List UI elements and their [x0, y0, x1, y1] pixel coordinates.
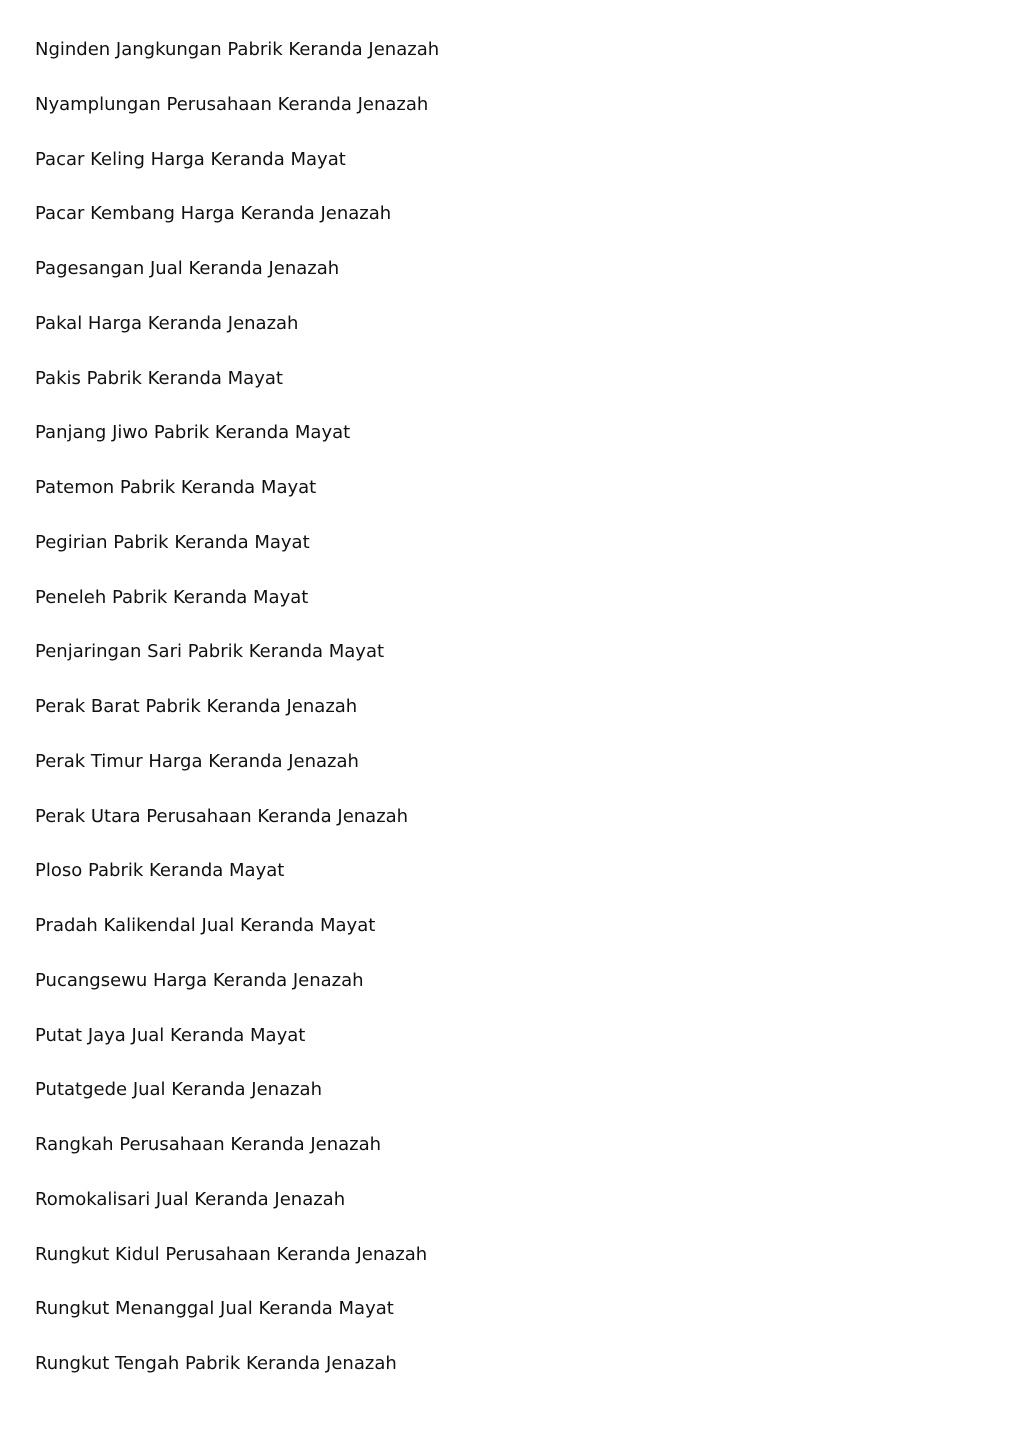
- list-item[interactable]: Ploso Pabrik Keranda Mayat: [35, 860, 285, 882]
- list-item[interactable]: Pacar Keling Harga Keranda Mayat: [35, 148, 346, 170]
- list-item[interactable]: Pakis Pabrik Keranda Mayat: [35, 367, 283, 389]
- list-item[interactable]: Panjang Jiwo Pabrik Keranda Mayat: [35, 422, 351, 444]
- list-item[interactable]: Rangkah Perusahaan Keranda Jenazah: [35, 1134, 382, 1155]
- list-item[interactable]: Rungkut Menanggal Jual Keranda Mayat: [35, 1298, 394, 1320]
- list-item[interactable]: Perak Barat Pabrik Keranda Jenazah: [35, 696, 358, 717]
- list-item[interactable]: Pegirian Pabrik Keranda Mayat: [35, 531, 310, 553]
- list-item[interactable]: Perak Timur Harga Keranda Jenazah: [35, 750, 359, 772]
- list-item[interactable]: Rungkut Kidul Perusahaan Keranda Jenazah: [35, 1243, 428, 1265]
- link-list: [35, 38, 439, 1407]
- list-item[interactable]: Rungkut Tengah Pabrik Keranda Jenazah: [35, 1353, 397, 1374]
- list-item[interactable]: Pagesangan Jual Keranda Jenazah: [35, 258, 340, 279]
- list-item[interactable]: Pradah Kalikendal Jual Keranda Mayat: [35, 915, 376, 936]
- list-item[interactable]: Putatgede Jual Keranda Jenazah: [35, 1079, 322, 1101]
- list-item[interactable]: Perak Utara Perusahaan Keranda Jenazah: [35, 805, 409, 827]
- list-item[interactable]: Pakal Harga Keranda Jenazah: [35, 312, 299, 334]
- list-item[interactable]: Nginden Jangkungan Pabrik Keranda Jenazah: [35, 39, 440, 60]
- list-item[interactable]: Nyamplungan Perusahaan Keranda Jenazah: [35, 93, 429, 115]
- list-item[interactable]: Putat Jaya Jual Keranda Mayat: [35, 1024, 306, 1046]
- list-item[interactable]: Peneleh Pabrik Keranda Mayat: [35, 586, 309, 608]
- list-item[interactable]: Patemon Pabrik Keranda Mayat: [35, 477, 317, 498]
- list-item[interactable]: Penjaringan Sari Pabrik Keranda Mayat: [35, 641, 385, 663]
- list-item[interactable]: Pucangsewu Harga Keranda Jenazah: [35, 969, 364, 991]
- list-item[interactable]: Romokalisari Jual Keranda Jenazah: [35, 1188, 346, 1210]
- list-item[interactable]: Pacar Kembang Harga Keranda Jenazah: [35, 203, 392, 225]
